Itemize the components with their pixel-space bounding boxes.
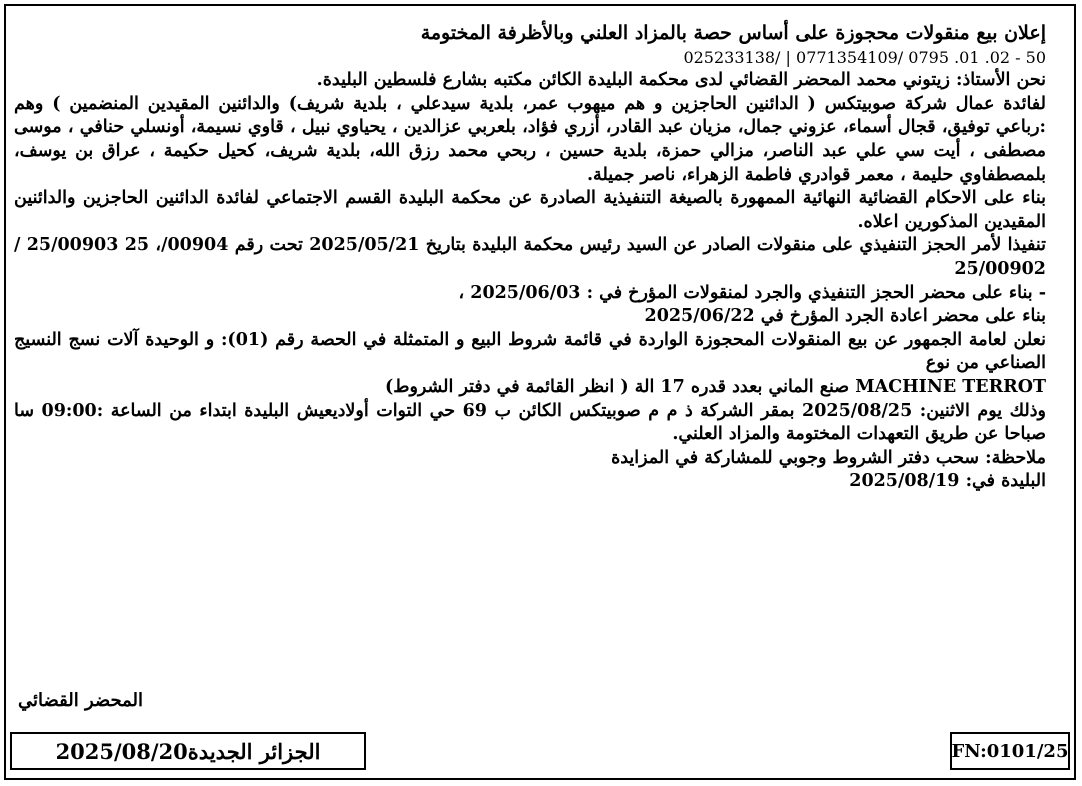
seizure-report-line: - بناء على محضر الحجز التنفيذي والجرد لمنقولات المؤرخ في : 2025/06/03 ، (458, 282, 1046, 303)
phone-numbers: 025233138/ | 0771354109/ 0795 .01 .02 - 50 (683, 47, 1046, 67)
seizure-order-paragraph: تنفيذا لأمر الحجز التنفيذي على منقولات الصادر عن السيد رئيس محكمة البليدة بتاريخ 2025/05/21 تحت رقم 00904/، 25 25/00903 / 25/00902 (14, 235, 1047, 279)
creditors-paragraph: لفائدة عمال شركة صوبيتكس ( الدائنين الحاجزين و هم ميهوب عمر، بلدية سيدعلي ، بلدية شريف) والدائنين المقيدين المنضمين ) وهم :رباعي توفيق، قجال أسماء، عزوني جمال، مزيان عبد القادر، أزري فؤاد، بلعربي عزالدين ، يحياوي نبيل ، قاوي نسيمة، أونسلي حنافي ، موسى مصطفى ، أيت سي علي عبد الناصر، مزالي حمزة، بلدية حسين ، ربحي محمد رزق الله، بلدية شريف، كحيل حكيمة ، عراق بن يوسف، بلمصطفاوي حليمة ، معمر قوادري فاطمة الزهراء، ناصر جميلة. (14, 93, 1046, 185)
announcement-body (14, 22, 1046, 494)
machine-line: MACHINE TERROT صنع الماني بعدد قدره 17 الة ( انظر القائمة في دفتر الشروط) (384, 376, 1046, 397)
reinventory-line: بناء على محضر اعادة الجرد المؤرخ في 2025/06/22 (644, 306, 1046, 327)
sale-date-paragraph: وذلك يوم الاثنين: 2025/08/25 بمقر الشركة ذ م م صوبيتكس الكائن ب 69 حي التوات أولاديعيش البليدة ابتداء من الساعة :09:00 سا صباحا عن طريق التعهدات المختومة والمزاد العلني. (14, 400, 1046, 445)
note-line: ملاحظة: سحب دفتر الشروط وجوبي للمشاركة في المزايدة (611, 447, 1046, 468)
judgments-paragraph: بناء على الاحكام القضائية النهائية الممهورة بالصيغة التنفيذية الصادرة عن محكمة البليدة القسم الاجتماعي لفائدة الدائنين الحاجزين والدائنين المقيدين المذكورين اعلاه. (14, 188, 1046, 232)
fn-number-box: FN:0101/25 (950, 732, 1070, 770)
bailiff-signature: المحضر القضائي (18, 690, 144, 711)
sale-notice-paragraph: نعلن لعامة الجمهور عن بيع المنقولات المحجوزة الواردة في قائمة شروط البيع و المتمثلة في الحصة رقم (01): و الوحيدة آلات نسج النسيج الصناعي من نوع (14, 329, 1046, 374)
bailiff-line: نحن الأستاذ: زيتوني محمد المحضر القضائي لدى محكمة البليدة الكائن مكتبه بشارع فلسطين البليدة. (316, 70, 1046, 91)
place-date-line: البليدة في: 2025/08/19 (849, 471, 1046, 492)
announcement-title: إعلان بيع منقولات محجوزة على أساس حصة بالمزاد العلني وبالأظرفة المختومة (420, 22, 1046, 44)
newspaper-date-box: الجزائر الجديدة2025/08/20 (10, 732, 366, 770)
